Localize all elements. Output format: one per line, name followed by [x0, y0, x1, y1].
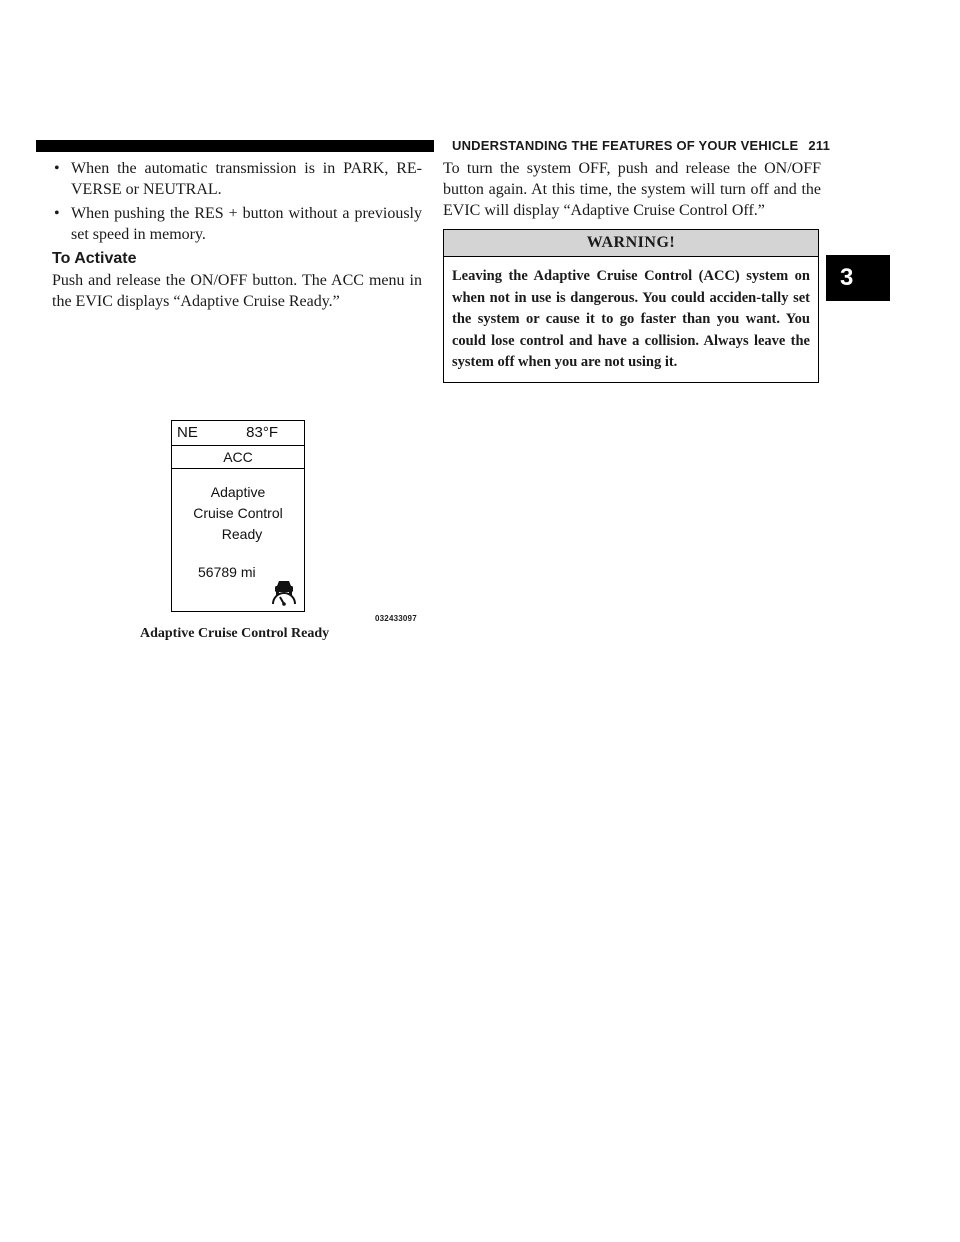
evic-display — [171, 420, 305, 612]
figure — [52, 312, 422, 692]
header-title: UNDERSTANDING THE FEATURES OF YOUR VEHICLE — [452, 138, 799, 153]
display-message: Adaptive Cruise Control Ready — [193, 484, 283, 542]
header-rule — [36, 140, 434, 152]
figure-caption: Adaptive Cruise Control Ready — [140, 626, 330, 641]
section-heading: To Activate — [52, 250, 137, 267]
acc-vehicle-gauge-icon — [268, 577, 300, 607]
list-item: • When the automatic transmission is in PARK, RE-VERSE or NEUTRAL. — [54, 160, 422, 198]
section-tab: 3 — [826, 255, 890, 301]
warning-title: WARNING! — [444, 230, 818, 257]
activate-paragraph: Push and release the ON/OFF button. The ACC menu in the EVIC displays “Adaptive Cruise Ready.” — [52, 272, 422, 310]
running-header — [452, 138, 830, 153]
compass-direction: NE — [177, 424, 198, 441]
warning-box — [443, 229, 819, 383]
warning-text: Leaving the Adaptive Cruise Control (ACC) system on when not in use is dangerous. You could acciden-tally set the system or cause it to go faster than you want. You could lose control and have a collision. Always leave the system off when you are not using it. — [452, 268, 810, 370]
display-status-row — [172, 421, 304, 446]
right-column — [443, 158, 821, 383]
left-column — [52, 158, 422, 692]
page-number: 211 — [808, 138, 830, 153]
figure-code: 032433097 — [375, 614, 417, 623]
outside-temperature: 83°F — [246, 424, 278, 441]
bullet-list — [52, 158, 422, 245]
turn-off-paragraph: To turn the system OFF, push and release the ON/OFF button again. At this time, the system will turn off and the EVIC will display “Adaptive Cruise Control Off.” — [443, 160, 821, 219]
display-menu-title: ACC — [172, 446, 304, 469]
odometer-reading: 56789 mi — [198, 564, 256, 580]
list-item: • When pushing the RES + button without a previously set speed in memory. — [54, 205, 422, 243]
